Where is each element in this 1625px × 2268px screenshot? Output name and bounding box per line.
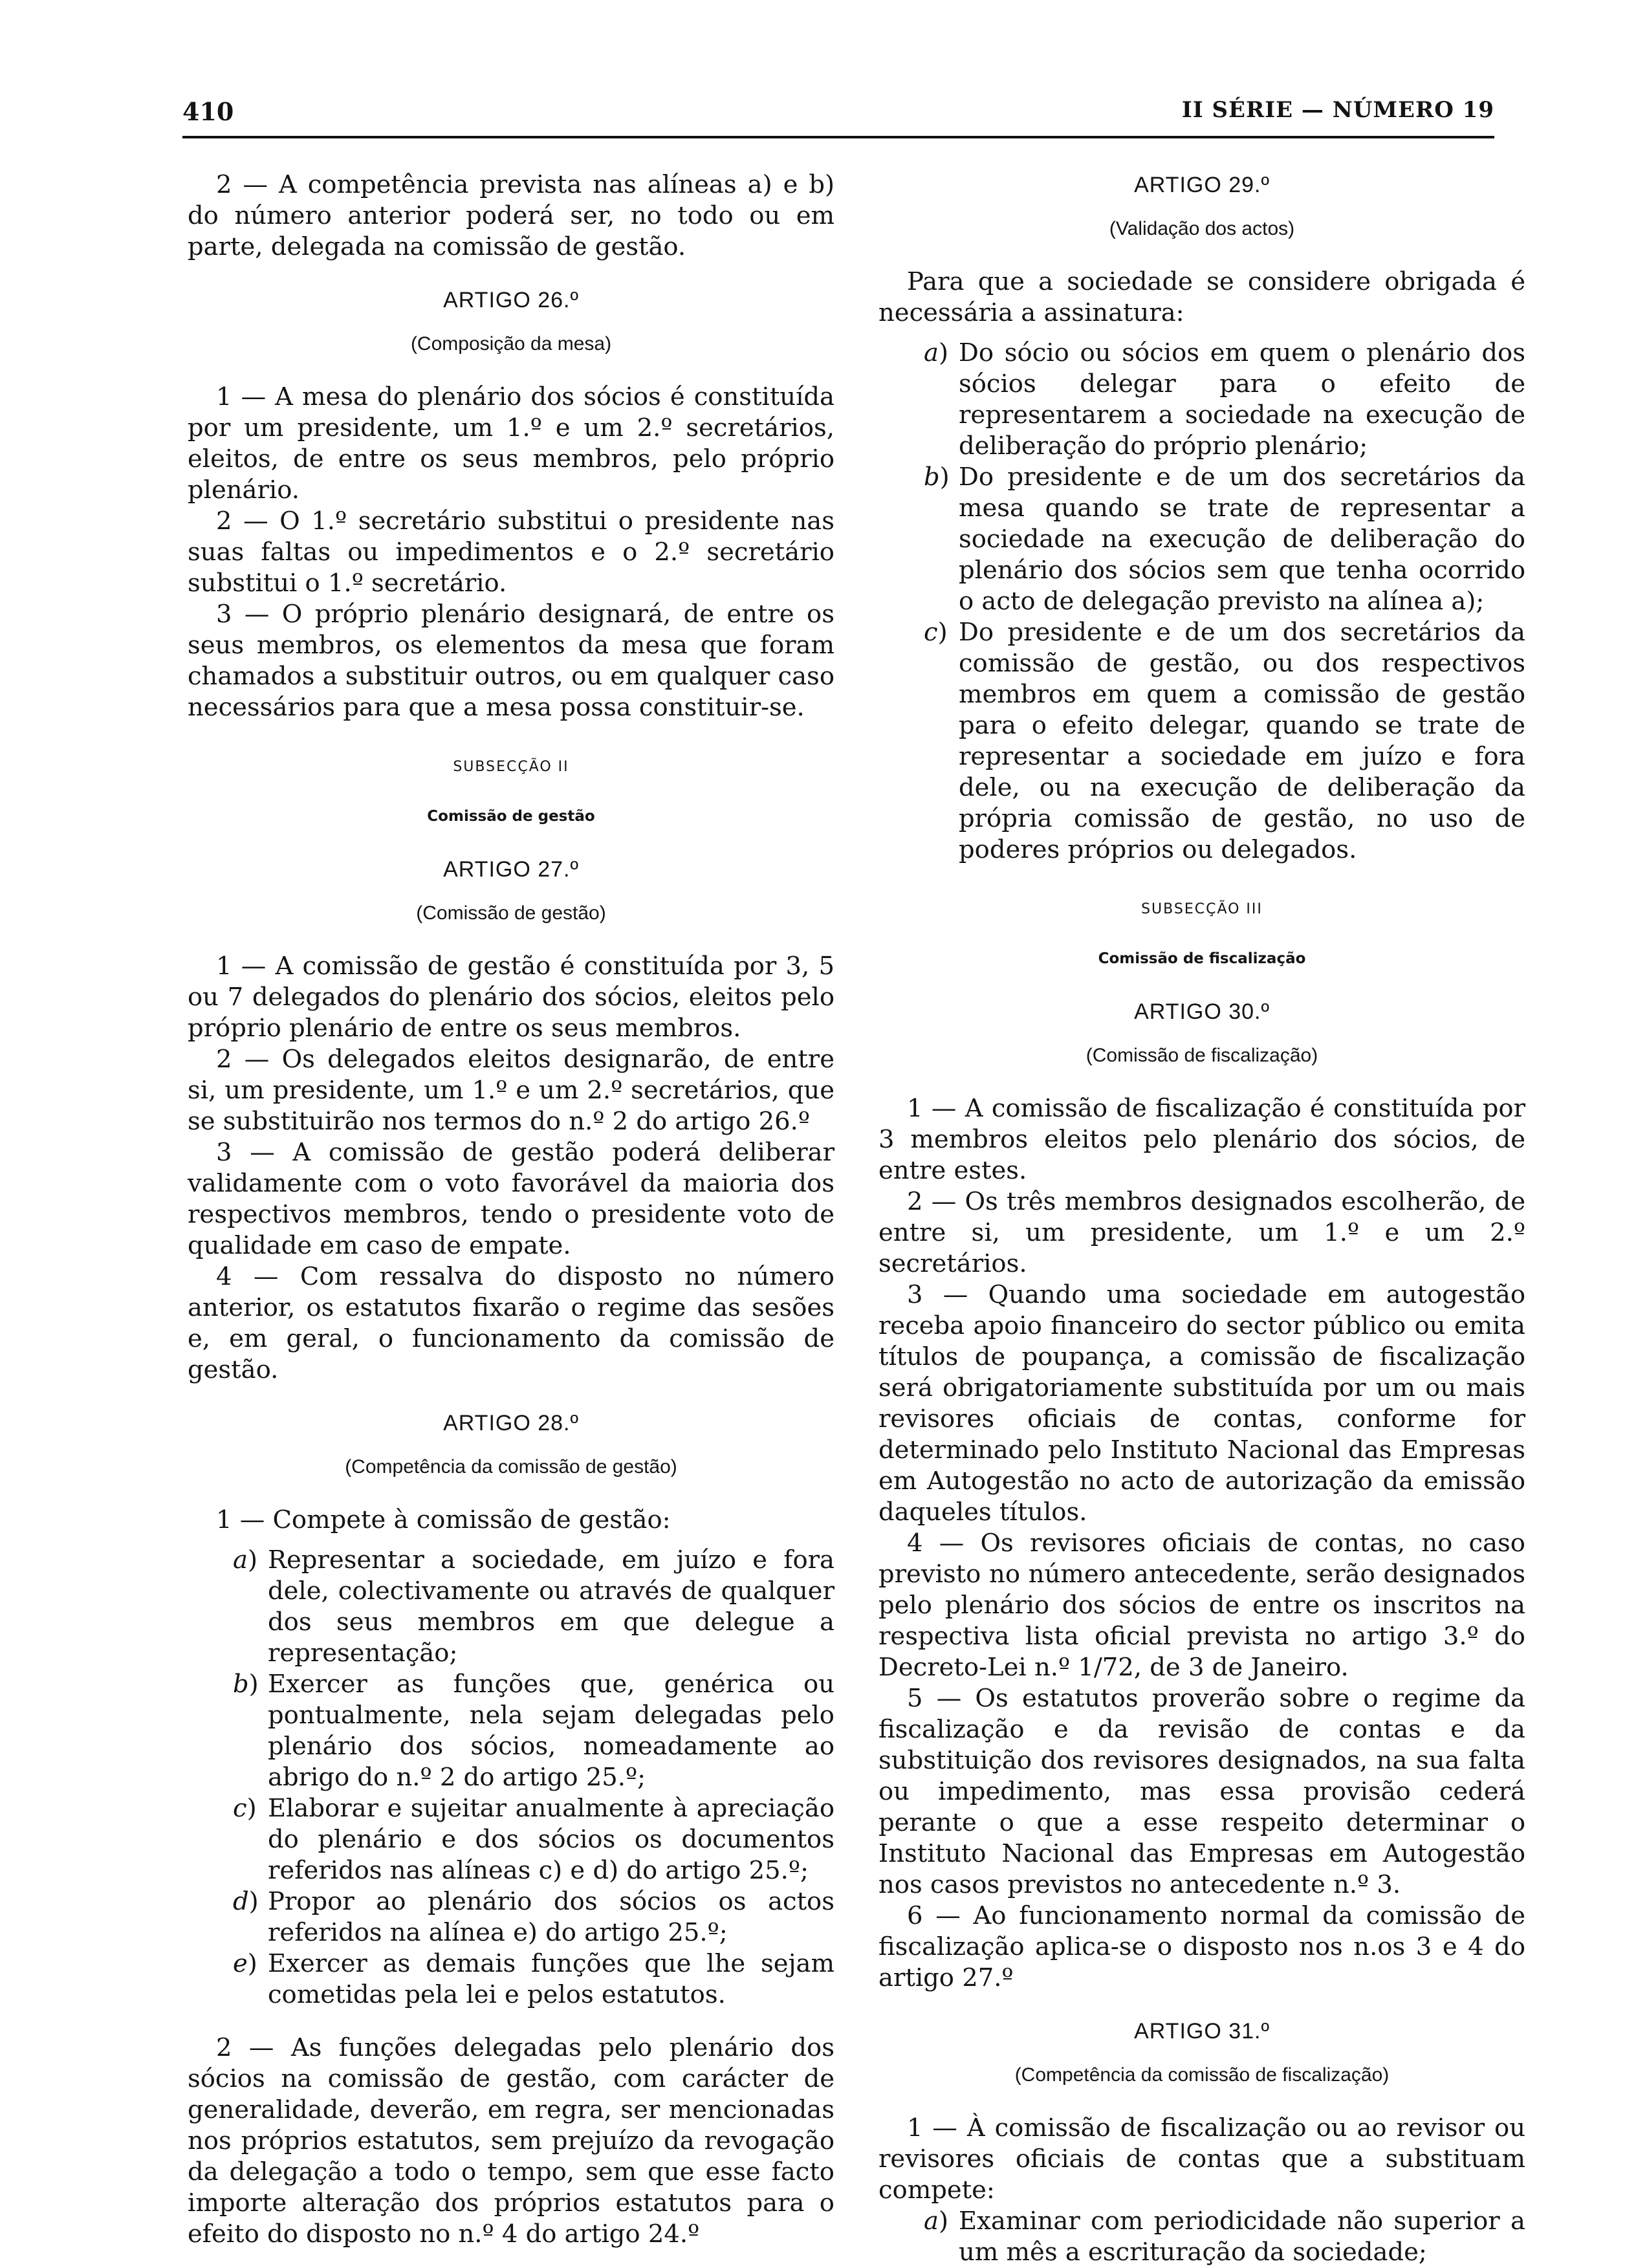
article-title: ARTIGO 30.º [1134, 999, 1270, 1024]
paragraph: 3 — Quando uma sociedade em autogestão receba apoio financeiro do sector público ou emita títulos de poupança, a comissão de fiscalização será obrigatoriamente substituída por um ou mais revisores oficiais de contas, conforme for determinado pelo Instituto Nacional das Empresas em Autogestão no acto de autorização da emissão daqueles títulos. [878, 1280, 1525, 1527]
page-number: 410 [182, 97, 234, 126]
article-subtitle: (Competência da comissão de gestão) [345, 1456, 677, 1477]
paragraph: 5 — Os estatutos proverão sobre o regime da fiscalização e da revisão de contas e da substituição dos revisores designados, na sua falta ou impedimento, mas essa provisão cederá perante o que a esse respeito determinar o Instituto Nacional das Empresas em Autogestão nos casos previstos no antecedente n.º 3. [878, 1684, 1525, 1899]
subsection-title: Comissão de gestão [427, 808, 595, 825]
subsection-label: SUBSECÇÃO III [1141, 901, 1263, 917]
article-title: ARTIGO 28.º [443, 1411, 579, 1435]
article-subtitle: (Composição da mesa) [410, 333, 612, 354]
paragraph: 1 — A mesa do plenário dos sócios é constituída por um presidente, um 1.º e um 2.º secretários, eleitos, de entre os seus membros, pelo próprio plenário. [188, 382, 834, 505]
paragraph: 2 — As funções delegadas pelo plenário dos sócios na comissão de gestão, com carácter de generalidade, deverão, em regra, ser mencionadas nos próprios estatutos, sem prejuízo da revogação da delegação a todo o tempo, sem que esse facto importe alteração dos próprios estatutos para o efeito do disposto no n.º 4 do artigo 24.º [188, 2033, 834, 2249]
alinea-item [188, 1948, 834, 2011]
paragraph: 1 — À comissão de fiscalização ou ao revisor ou revisores oficiais de contas que a substituam compete: [878, 2113, 1525, 2205]
alinea-letter: b) [924, 463, 950, 492]
subsection-title: Comissão de fiscalização [1098, 950, 1306, 967]
alinea-item [188, 1669, 834, 1793]
alinea-item [188, 1886, 834, 1948]
paragraph: 4 — Os revisores oficiais de contas, no caso previsto no número antecedente, serão designados pelo plenário dos sócios de entre os inscritos na respectiva lista oficial prevista no artigo 3.º do Decreto-Lei n.º 1/72, de 3 de Janeiro. [878, 1529, 1525, 1682]
alinea-letter: a) [924, 2207, 948, 2236]
article-title: ARTIGO 29.º [1134, 173, 1270, 197]
article-title: ARTIGO 26.º [443, 288, 579, 312]
article-title: ARTIGO 31.º [1134, 2019, 1270, 2044]
alinea-text: Exercer as funções que, genérica ou pontualmente, nela sejam delegadas pelo plenário dos sócios, nomeadamente ao abrigo do n.º 2 do artigo 25.º; [268, 1670, 834, 1792]
paragraph: 1 — A comissão de fiscalização é constituída por 3 membros eleitos pelo plenário dos sócios, de entre estes. [878, 1094, 1525, 1185]
paragraph: 2 — Os três membros designados escolherão, de entre si, um presidente, um 1.º e um 2.º secretários. [878, 1187, 1525, 1278]
alinea-item [878, 617, 1525, 866]
paragraph: Para que a sociedade se considere obrigada é necessária a assinatura: [878, 267, 1525, 327]
paragraph: 1 — A comissão de gestão é constituída por 3, 5 ou 7 delegados do plenário dos sócios, eleitos pelo próprio plenário de entre os seus membros. [188, 952, 834, 1043]
right-column [878, 169, 1525, 2268]
alinea-letter: a) [924, 338, 948, 367]
alinea-text: Do presidente e de um dos secretários da comissão de gestão, ou dos respectivos membros em quem a comissão de gestão para o efeito delegar, quando se trate de representar a sociedade em juízo e fora dele, ou na execução de deliberação da própria comissão de gestão, no uso de poderes próprios ou delegados. [959, 618, 1525, 864]
article-subtitle: (Comissão de fiscalização) [1085, 1045, 1318, 1066]
paragraph: 3 — O próprio plenário designará, de entre os seus membros, os elementos da mesa que foram chamados a substituir outros, ou em qualquer caso necessários para que a mesa possa constituir-se. [188, 600, 834, 722]
paragraph: 1 — Compete à comissão de gestão: [216, 1505, 671, 1534]
paragraph: 3 — A comissão de gestão poderá deliberar validamente com o voto favorável da maioria dos respectivos membros, tendo o presidente voto de qualidade em caso de empate. [188, 1138, 834, 1260]
alinea-text: Elaborar e sujeitar anualmente à apreciação do plenário e dos sócios os documentos referidos nas alíneas c) e d) do artigo 25.º; [268, 1794, 834, 1885]
article-subtitle: (Competência da comissão de fiscalização) [1014, 2064, 1390, 2086]
paragraph: 4 — Com ressalva do disposto no número anterior, os estatutos fixarão o regime das sesões e, em geral, o funcionamento da comissão de gestão. [188, 1262, 834, 1384]
paragraph: 2 — Os delegados eleitos designarão, de entre si, um presidente, um 1.º e um 2.º secretários, que se substituirão nos termos do n.º 2 do artigo 26.º [188, 1045, 834, 1136]
alinea-letter: e) [233, 1949, 257, 1978]
alinea-text: Representar a sociedade, em juízo e fora dele, colectivamente ou através de qualquer dos seus membros em que delegue a representação; [268, 1545, 834, 1668]
alinea-text: Do presidente e de um dos secretários da mesa quando se trate de representar a sociedade na execução de deliberação do plenário dos sócios sem que tenha ocorrido o acto de delegação previsto na alínea a); [959, 463, 1525, 616]
series-label: II SÉRIE — NÚMERO 19 [1181, 97, 1494, 123]
header-rule [182, 136, 1494, 138]
subsection-label: SUBSECÇÃO II [453, 759, 569, 775]
alinea-text: Propor ao plenário dos sócios os actos referidos na alínea e) do artigo 25.º; [268, 1887, 834, 1947]
paragraph: 2 — A competência prevista nas alíneas a) e b) do número anterior poderá ser, no todo ou em parte, delegada na comissão de gestão. [188, 170, 834, 261]
alinea-text: Do sócio ou sócios em quem o plenário dos sócios delegar para o efeito de representarem a sociedade na execução de deliberação do próprio plenário; [959, 338, 1525, 461]
alinea-letter: c) [233, 1794, 257, 1823]
paragraph: 6 — Ao funcionamento normal da comissão de fiscalização aplica-se o disposto nos n.os 3 e 4 do artigo 27.º [878, 1901, 1525, 1992]
alinea-letter: a) [233, 1545, 257, 1575]
alinea-item [878, 462, 1525, 617]
alinea-letter: c) [924, 618, 948, 647]
paragraph: 2 — O 1.º secretário substitui o presidente nas suas faltas ou impedimentos e o 2.º secretário substitui o 1.º secretário. [188, 507, 834, 598]
page-header [182, 97, 1494, 137]
article-subtitle: (Validação dos actos) [1109, 218, 1295, 239]
article-title: ARTIGO 27.º [443, 857, 579, 882]
alinea-text: Exercer as demais funções que lhe sejam cometidas pela lei e pelos estatutos. [268, 1949, 834, 2009]
left-column [188, 169, 834, 2250]
alinea-item [188, 1793, 834, 1886]
alinea-item [188, 1545, 834, 1669]
alinea-text: Examinar com periodicidade não superior a um mês a escrituração da sociedade; [959, 2207, 1525, 2267]
alinea-item [878, 338, 1525, 462]
article-subtitle: (Comissão de gestão) [416, 902, 606, 924]
alinea-item [878, 2206, 1525, 2268]
alinea-letter: d) [233, 1887, 259, 1916]
alinea-letter: b) [233, 1670, 259, 1699]
